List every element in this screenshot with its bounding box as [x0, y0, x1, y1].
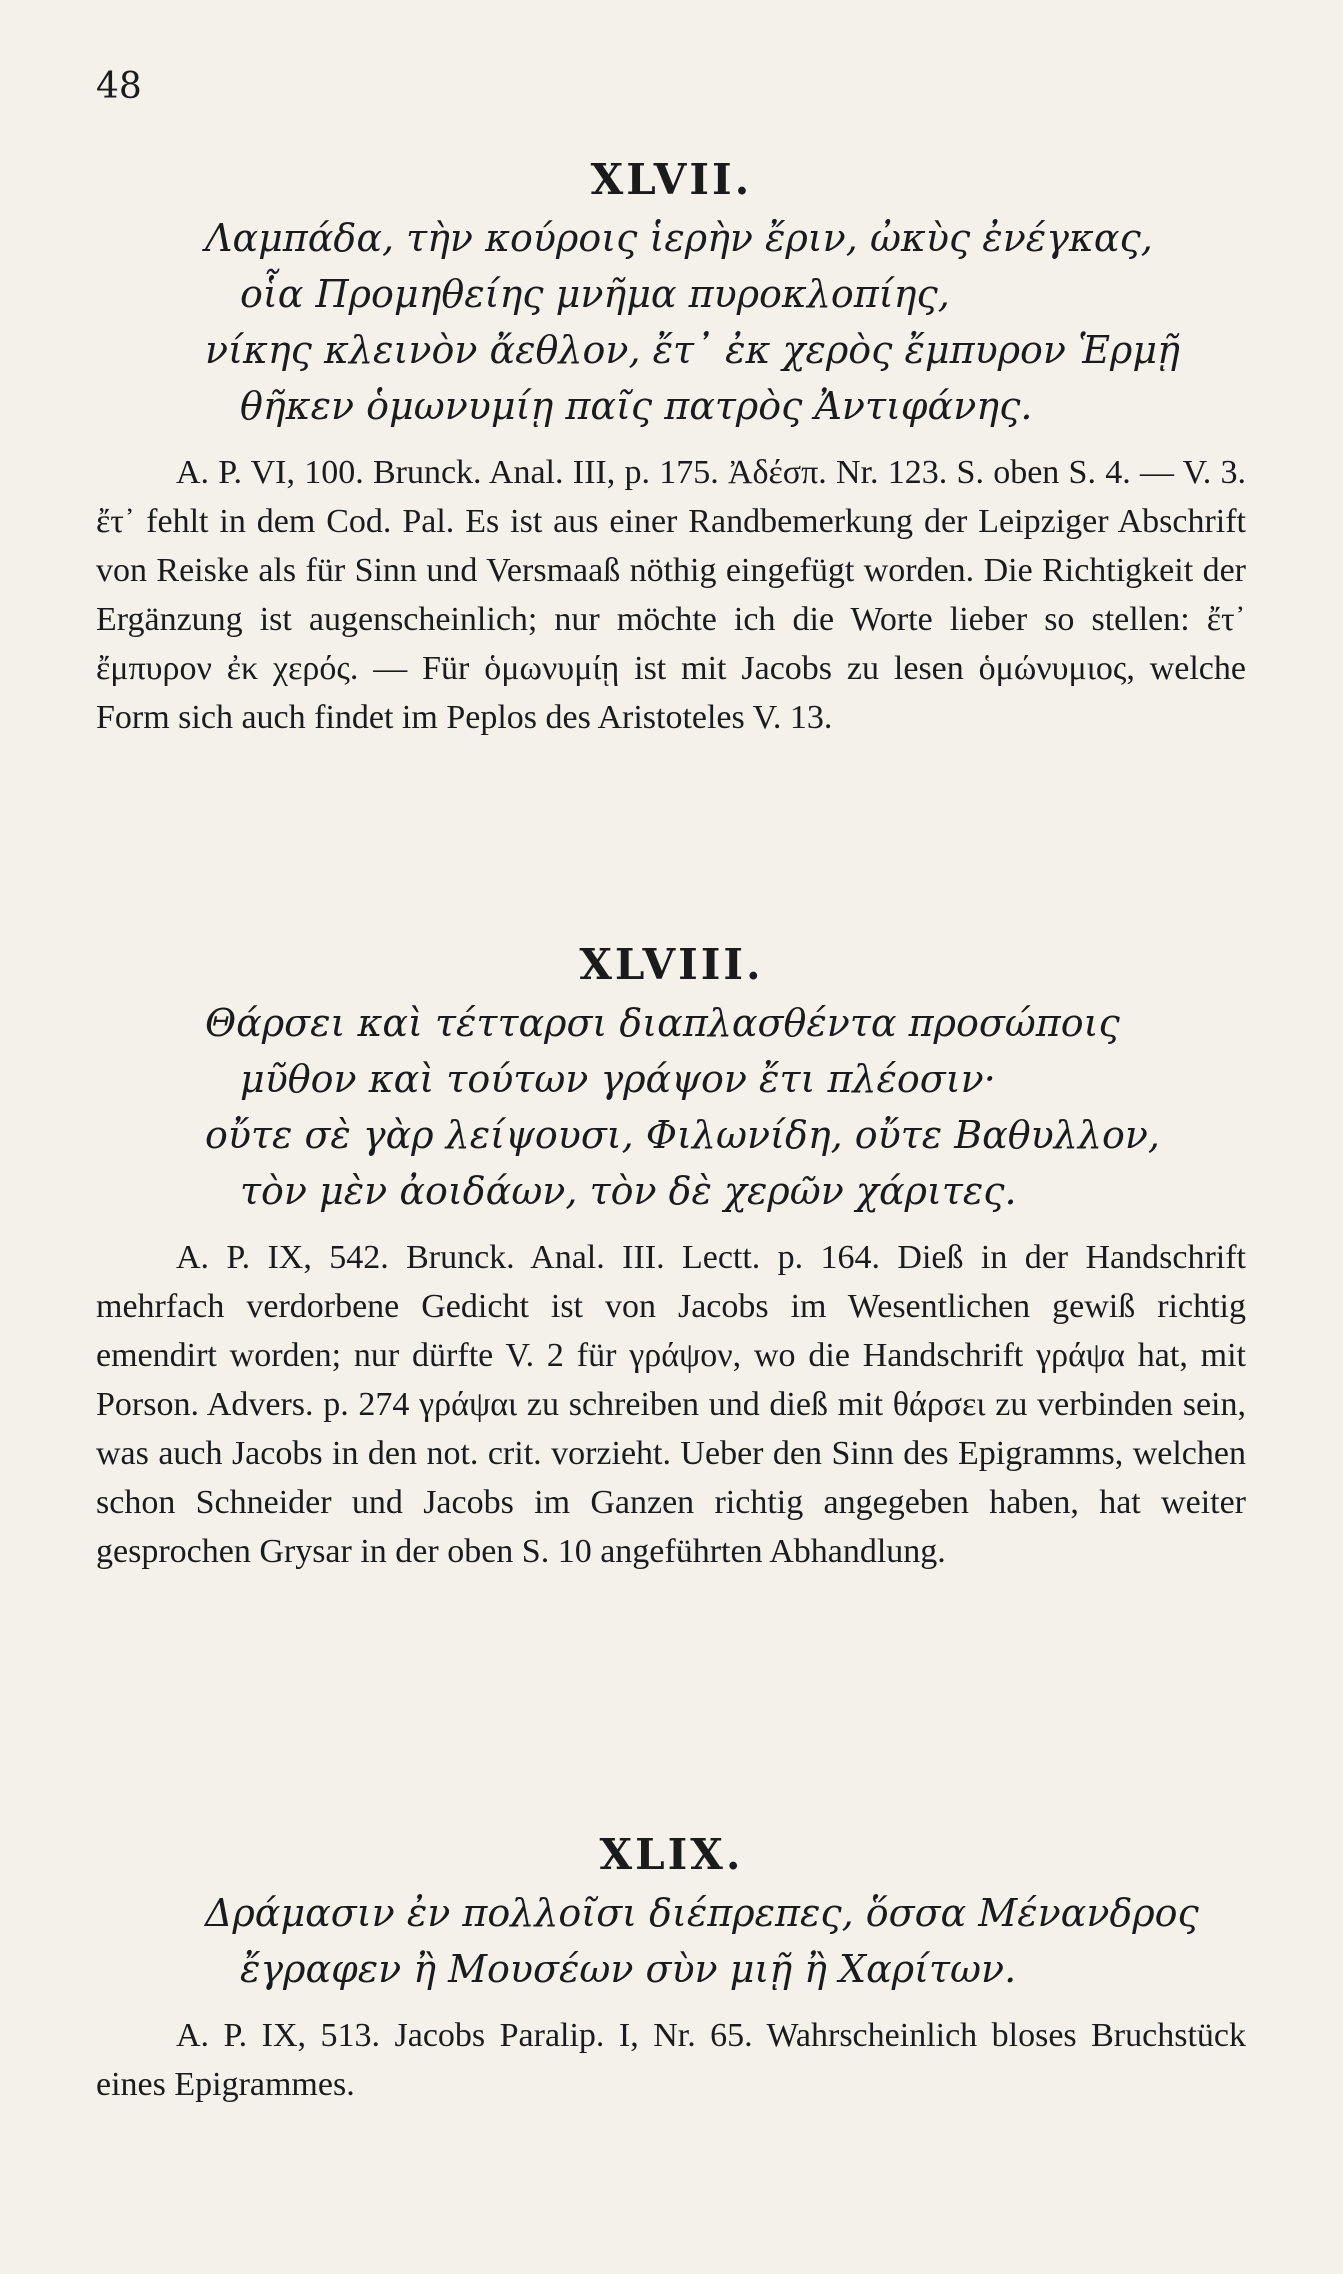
poem-line: θῆκεν ὁμωνυμίῃ παῖς πατρὸς Ἀντιφάνης.: [240, 384, 1033, 428]
poem-line: οὔτε σὲ γὰρ λείψουσι, Φιλωνίδη, οὔτε Βαθυλλον,: [205, 1113, 1161, 1157]
poem-line: Δράμασιν ἐν πολλοῖσι διέπρεπες, ὅσσα Μένανδρος: [205, 1891, 1199, 1935]
poem-line: νίκης κλεινὸν ἄεθλον, ἔτ᾽ ἐκ χερὸς ἔμπυρον Ἑρμῇ: [205, 328, 1180, 372]
poem-line: Λαμπάδα, τὴν κούροις ἱερὴν ἔριν, ὠκὺς ἐνέγκας,: [205, 216, 1153, 260]
commentary: A. P. IX, 513. Jacobs Paralip. I, Nr. 65. Wahrscheinlich bloses Bruchstück eines Epigrammes.: [96, 2017, 1246, 2103]
commentary: A. P. VI, 100. Brunck. Anal. III, p. 175. Ἀδέσπ. Nr. 123. S. oben S. 4. — V. 3. ἔτ᾽ fehlt in dem Cod. Pal. Es ist aus einer Randbemerkung der Leipziger Abschrift von Reiske als für Sinn und Versmaaß nöthig eingefügt worden. Die Richtigkeit der Ergänzung ist augenscheinlich; nur möchte ich die Worte lieber so stellen: ἔτ᾽ ἔμπυρον ἐκ χερός. — Für ὁμωνυμίῃ ist mit Jacobs zu lesen ὁμώνυμιος, welche Form sich auch findet im Peplos des Aristoteles V. 13.: [96, 454, 1246, 736]
section-xlviii: [0, 935, 1343, 1576]
section-xlix: [0, 1825, 1343, 2109]
section-title: XLVIII.: [579, 940, 764, 989]
poem-line: τὸν μὲν ἀοιδάων, τὸν δὲ χερῶν χάριτες.: [240, 1169, 1017, 1213]
poem-line: οἷα Προμηθείης μνῆμα πυροκλοπίης,: [240, 272, 950, 316]
section-title: XLIX.: [599, 1830, 744, 1879]
commentary: A. P. IX, 542. Brunck. Anal. III. Lectt. p. 164. Dieß in der Handschrift mehrfach verdorbene Gedicht ist von Jacobs im Wesentlichen gewiß richtig emendirt worden; nur dürfte V. 2 für γράψον, wo die Handschrift γράψα hat, mit Porson. Advers. p. 274 γράψαι zu schreiben und dieß mit θάρσει zu verbinden sein, was auch Jacobs in den not. crit. vorzieht. Ueber den Sinn des Epigramms, welchen schon Schneider und Jacobs im Ganzen richtig angegeben haben, hat weiter gesprochen Grysar in der oben S. 10 angeführten Abhandlung.: [96, 1239, 1246, 1570]
poem-line: ἔγραφεν ἢ Μουσέων σὺν μιῇ ἢ Χαρίτων.: [240, 1947, 1017, 1991]
poem-line: Θάρσει καὶ τέτταρσι διαπλασθέντα προσώποις: [205, 1001, 1120, 1045]
section-xlvii: [0, 150, 1343, 742]
poem-line: μῦθον καὶ τούτων γράψον ἔτι πλέοσιν·: [240, 1057, 996, 1101]
section-title: XLVII.: [590, 155, 753, 204]
page-number: 48: [96, 66, 142, 107]
